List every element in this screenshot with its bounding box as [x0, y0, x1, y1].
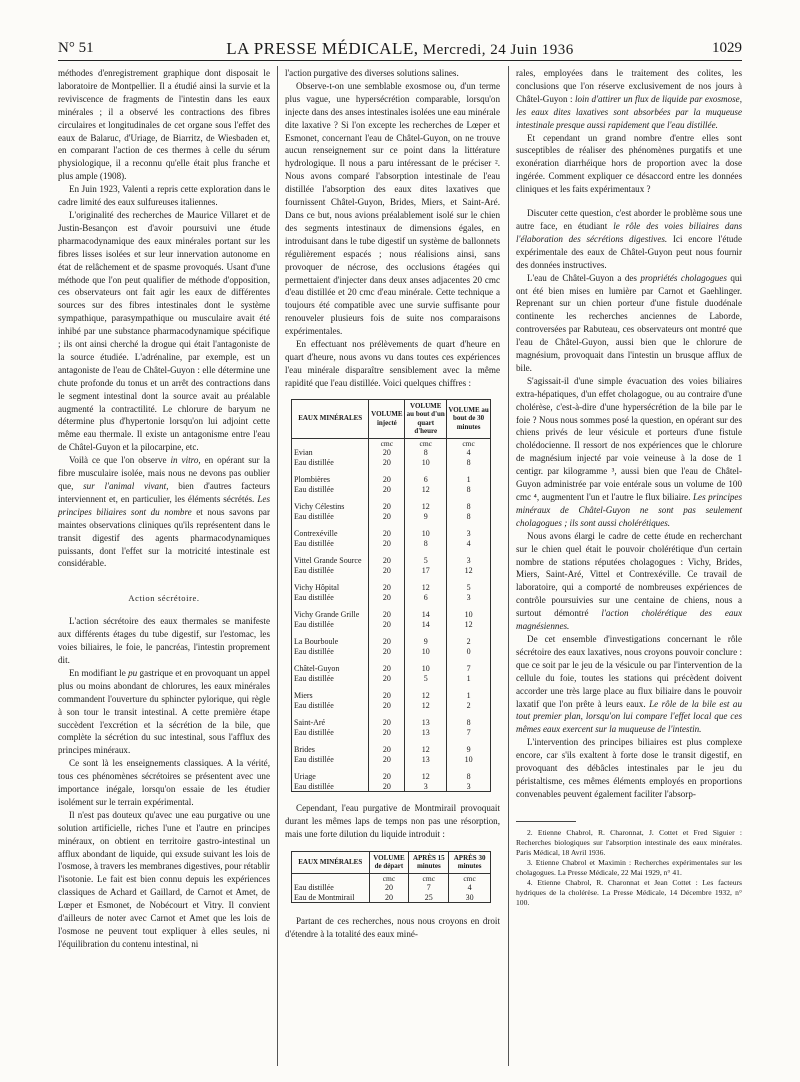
- table-row: [292, 583, 491, 593]
- volume-cell: 10: [405, 647, 447, 657]
- volume-cell: 7: [447, 728, 491, 738]
- volume-cell: 6: [405, 475, 447, 485]
- table-row: [292, 593, 491, 603]
- paragraph: Il n'est pas douteux qu'avec une eau purgative ou une solution artificielle, riches l'une et l'autre en principes minéraux, on obtient en territoire gastro-intestinal un afflux abondant de liquide, qui exsude suivant les lois de l'osmose, à travers les membranes digestives, pour rétablir l'isotonie. Le fait est bien connu depuis les expériences classiques de Achard et Gaillard, de Carnot et Amet, de Lœper et Esmonet, de Nobécourt et Vitry. Il convient d'ailleurs de noter avec Carnot et Amet que les lois de l'osmose ne peuvent tout expliquer à elles seules, ni l'équilibration du contenu intestinal, ni: [58, 809, 270, 949]
- volume-cell: 13: [405, 728, 447, 738]
- table-row: [292, 458, 491, 468]
- column-3: [516, 67, 742, 908]
- table-header: EAUX MINÉRALES: [292, 851, 370, 873]
- volume-cell: 8: [447, 458, 491, 468]
- unit-cell: cmc: [369, 438, 405, 448]
- source-name-cell: Eau distillée: [292, 701, 369, 711]
- table-row: [292, 502, 491, 512]
- volume-cell: 20: [369, 772, 405, 782]
- volume-cell: 9: [447, 745, 491, 755]
- footnote: 2. Etienne Chabrol, R. Charonnat, J. Cottet et Fred Siguier : Recherches biologiques sur l'absorption intestinale des eaux minérales. Paris Médical, 18 Avril 1936.: [516, 827, 742, 857]
- paragraph: Discuter cette question, c'est aborder le problème sous une autre face, en étudiant le rôle des voies biliaires dans l'élaboration des sécrétions digestives. Ici encore l'étude expérimentale des eaux de Châtel-Guyon peut nous fournir des données instructives.: [516, 208, 743, 270]
- journal-title: LA PRESSE MÉDICALE,: [226, 39, 419, 58]
- volume-cell: 10: [405, 529, 447, 539]
- paragraph: L'action sécrétoire des eaux thermales se manifeste aux différents étages du tube digestif, sur l'estomac, les voies biliaires, le foie, le pancréas, l'intestin proprement dit.: [58, 616, 270, 665]
- volume-cell: 20: [369, 893, 409, 903]
- volume-cell: 20: [369, 583, 405, 593]
- paragraph: En effectuant nos prélèvements de quart d'heure en quart d'heure, nous avons vu dans toutes ces expériences l'eau minérale disparaître sensiblement avec la même rapidité que l'eau distillée. Voici quelques chiffres :: [285, 339, 500, 388]
- source-name-cell: Saint-Aré: [292, 718, 369, 728]
- volume-cell: 6: [405, 593, 447, 603]
- table-row: [292, 475, 491, 485]
- table-row: [292, 566, 491, 576]
- volume-cell: 3: [447, 529, 491, 539]
- volume-cell: 8: [447, 718, 491, 728]
- volume-cell: 1: [447, 475, 491, 485]
- volume-cell: 20: [369, 539, 405, 549]
- volume-cell: 12: [405, 502, 447, 512]
- volume-cell: 8: [447, 772, 491, 782]
- table-row: [292, 755, 491, 765]
- table-row: [292, 637, 491, 647]
- volume-cell: 17: [405, 566, 447, 576]
- volume-cell: 5: [405, 556, 447, 566]
- issue-date: Mercredi, 24 Juin 1936: [422, 42, 574, 58]
- volume-cell: 20: [369, 448, 405, 458]
- table-row: [292, 512, 491, 522]
- volume-cell: 20: [369, 728, 405, 738]
- paragraph: Observe-t-on une semblable exosmose ou, d'un terme plus vague, une hypersécrétion comparable, lorsqu'on injecte dans des anses intestinales isolées une eau minérale dite laxative ? Si l'on excepte les recherches de Lœper et Esmonet, concernant l'eau de Châtel-Guyon, on ne trouve aucun renseignement sur ce point dans la littérature hydrologique. Il nous a paru intéressant de le préciser ². Nous avons comparé l'absorption intestinale de l'eau distillée l'absorption des eaux dites laxatives que fournissent Châtel-Guyon, Brides, Miers, et Saint-Aré. Dans ce but, nous avions préalablement isolé sur le chien des segments intestinaux de dimensions égales, en introduisant dans le tube digestif un système de ballonnets régulièrement espacés ; nous réalisions ainsi, sans provoquer de nécrose, des occlusions étagées qui permettaient d'injecter dans deux anses adjacentes 20 cmc d'eau distillée et 20 cmc d'eau minérale. Cette technique a toujours été compatible avec une survie suffisante pour renouveler plusieurs fois de suite nos comparaisons expérimentales.: [285, 80, 500, 337]
- unit-cell: cmc: [369, 873, 409, 883]
- volume-cell: 3: [447, 556, 491, 566]
- table-header: VOLUME injecté: [369, 399, 405, 438]
- volume-cell: 12: [447, 566, 491, 576]
- source-name-cell: Contrexéville: [292, 529, 369, 539]
- volume-cell: 20: [369, 664, 405, 674]
- volume-cell: 14: [405, 620, 447, 630]
- volume-cell: 20: [369, 458, 405, 468]
- table-row: [292, 883, 491, 893]
- volume-cell: 20: [369, 701, 405, 711]
- table-row: [292, 674, 491, 684]
- volume-cell: 12: [405, 485, 447, 495]
- table-row: [292, 556, 491, 566]
- volume-cell: 30: [449, 893, 491, 903]
- issue-number: N° 51: [58, 40, 94, 56]
- volume-cell: 8: [405, 539, 447, 549]
- volume-cell: 10: [405, 664, 447, 674]
- column-2: [285, 67, 500, 941]
- source-name-cell: Eau distillée: [292, 728, 369, 738]
- source-name-cell: La Bourboule: [292, 637, 369, 647]
- source-name-cell: Eau distillée: [292, 485, 369, 495]
- volume-cell: 9: [405, 512, 447, 522]
- volume-cell: 14: [405, 610, 447, 620]
- column-rule-2: [508, 66, 509, 1066]
- table-header: APRÈS 30 minutes: [449, 851, 491, 873]
- paragraph: De cet ensemble d'investigations concernant le rôle sécrétoire des eaux laxatives, nous croyons pouvoir conclure : que ce soit par le jeu de la vésicule ou par l'intervention de la cellule du foie, toutes les stations qui précèdent doivent accorder une très large place au flux biliaire dans le pouvoir laxatif que l'on prête à leurs eaux. Le rôle de la bile est au tout premier plan, lorsqu'on lui compare l'effet local que ces mêmes eaux exercent sur la muqueuse de l'intestin.: [516, 633, 742, 735]
- table-header: EAUX MINÉRALES: [292, 399, 369, 438]
- volume-cell: 13: [405, 718, 447, 728]
- volume-cell: 20: [369, 691, 405, 701]
- absorption-table: [291, 399, 491, 793]
- volume-cell: 4: [447, 539, 491, 549]
- unit-cell: cmc: [405, 438, 447, 448]
- source-name-cell: Eau distillée: [292, 782, 369, 792]
- volume-cell: 8: [447, 502, 491, 512]
- source-name-cell: Eau distillée: [292, 883, 370, 893]
- table-row: [292, 539, 491, 549]
- unit-cell: cmc: [447, 438, 491, 448]
- section-heading: Action sécrétoire.: [128, 593, 200, 604]
- volume-cell: 20: [369, 610, 405, 620]
- volume-cell: 2: [447, 637, 491, 647]
- table-row: [292, 610, 491, 620]
- volume-cell: 7: [447, 664, 491, 674]
- table-row: [292, 620, 491, 630]
- volume-cell: 20: [369, 718, 405, 728]
- volume-cell: 12: [405, 701, 447, 711]
- volume-cell: 20: [369, 566, 405, 576]
- table-row: [292, 664, 491, 674]
- volume-cell: 3: [447, 782, 491, 792]
- paragraph: En Juin 1923, Valenti a repris cette exploration dans le cadre limité des eaux sulfureuses italiennes.: [58, 184, 270, 208]
- source-name-cell: Eau de Montmirail: [292, 893, 370, 903]
- table-row: [292, 647, 491, 657]
- table-row: [292, 701, 491, 711]
- table-row: [292, 745, 491, 755]
- source-name-cell: Plombières: [292, 475, 369, 485]
- source-name-cell: Vittel Grande Source: [292, 556, 369, 566]
- volume-cell: 20: [369, 755, 405, 765]
- volume-cell: 3: [405, 782, 447, 792]
- volume-cell: 20: [369, 637, 405, 647]
- volume-cell: 20: [369, 475, 405, 485]
- paragraph: S'agissait-il d'une simple évacuation des voies biliaires extra-hépatiques, d'un effet cholagogue, ou au contraire d'une cholérèse, c'est-à-dire d'une hypersécrétion de la bile par le foie ? Nous nous sommes posé la question, en opérant sur des chiens privés de leur vésicule et porteurs d'une fistule cholédocienne. Il ressort de nos expériences que le chlorure de magnésium injecté par voie veineuse à la dose de 1 centigr. par kilogramme ³, aussi bien que l'eau de Châtel-Guyon administrée par voie entérale sous un volume de 100 cmc ⁴, augmentent l'un et l'autre le flux biliaire. Les principes minéraux de Châtel-Guyon ne sont pas seulement cholagogues ; ils sont aussi cholérétiques.: [516, 375, 742, 528]
- source-name-cell: Eau distillée: [292, 593, 369, 603]
- unit-cell: cmc: [449, 873, 491, 883]
- paragraph: méthodes d'enregistrement graphique dont disposait le laboratoire de Montpellier. Il a étudié ainsi la survie et la reviviscence de fragments de l'intestin dans les eaux minérales ; il a observé les contractions des fibres circulaires et longitudinales de cet organe sous l'effet des eaux de Balaruc, d'Uriage, de Biarritz, de Wiesbaden et, en comparant l'action de ces thermes à celle du sérum physiologique, il a reconnu qu'elle était plus franche et plus ample (1908).: [58, 68, 270, 182]
- volume-cell: 4: [447, 448, 491, 458]
- volume-cell: 3: [447, 593, 491, 603]
- volume-cell: 20: [369, 556, 405, 566]
- volume-cell: 20: [369, 529, 405, 539]
- table-header: VOLUME au bout de 30 minutes: [447, 399, 491, 438]
- volume-cell: 2: [447, 701, 491, 711]
- paragraph: Nous avons élargi le cadre de cette étude en recherchant sur le chien quel était le pouvoir cholérétique d'un certain nombre de stations réputées cholagogues : Vichy, Brides, Miers, Saint-Aré, Vittel et Contrexéville. Ce travail de laboratoire, qui a comporté de nombreuses expériences de contrôle poursuivies sur une centaine de chiens, nous a surtout démontré l'action cholérétique des eaux magnésiennes.: [516, 530, 742, 632]
- volume-cell: 1: [447, 674, 491, 684]
- source-name-cell: Eau distillée: [292, 539, 369, 549]
- volume-cell: 13: [405, 755, 447, 765]
- volume-cell: 1: [447, 691, 491, 701]
- volume-cell: 25: [409, 893, 449, 903]
- paragraph: Ce sont là les enseignements classiques. A la vérité, tous ces phénomènes sécrétoires se présentent avec une importance inégale, lorsqu'on essaie de les étudier isolément sur le terrain expérimental.: [58, 758, 270, 807]
- source-name-cell: Miers: [292, 691, 369, 701]
- table-unit-row: [292, 873, 491, 883]
- paragraph: rales, employées dans le traitement des colites, les conclusions que l'on réserve exclusivement de nos jours à Châtel-Guyon : loin d'attirer un flux de liquide par exosmose, les eaux dites laxatives sont absorbées par la muqueuse intestinale presque aussi rapidement que l'eau distillée.: [516, 68, 742, 130]
- paragraph: Et cependant un grand nombre d'entre elles sont susceptibles de réaliser des phénomènes purgatifs et une exonération diarrhéique hors de proportion avec la dose ingérée. Comment expliquer ce désaccord entre les données cliniques et les faits expérimentaux ?: [516, 132, 742, 195]
- source-name-cell: Eau distillée: [292, 512, 369, 522]
- source-name-cell: Vichy Grande Grille: [292, 610, 369, 620]
- paragraph: Cependant, l'eau purgative de Montmirail provoquait durant les mêmes laps de temps non pas une résorption, mais une forte dilution du liquide introduit :: [285, 803, 500, 839]
- volume-cell: 7: [409, 883, 449, 893]
- source-name-cell: Eau distillée: [292, 458, 369, 468]
- unit-cell: cmc: [409, 873, 449, 883]
- volume-cell: 12: [447, 620, 491, 630]
- table-header: APRÈS 15 minutes: [409, 851, 449, 873]
- paragraph: L'intervention des principes biliaires est plus complexe encore, car s'ils exaltent à forte dose le transit digestif, en provoquant des débâcles intestinales par le jeu du péristaltisme, ces mêmes éléments employés en proportions convenables peuvent également faciliter l'absorp-: [516, 737, 742, 799]
- source-name-cell: Vichy Célestins: [292, 502, 369, 512]
- table-row: [292, 448, 491, 458]
- source-name-cell: Eau distillée: [292, 674, 369, 684]
- table-row: [292, 691, 491, 701]
- source-name-cell: Uriage: [292, 772, 369, 782]
- page-header: [58, 38, 742, 61]
- paragraph: En modifiant le pu gastrique et en provoquant un appel plus ou moins abondant de chlorures, les eaux minérales commandent l'ouverture du sphincter pylorique, qui règle à son tour le transit intestinal. A cette première étape succèdent l'excrétion et la sécrétion de la bile, que complète la sécrétion du suc intestinal, sous l'afflux des principes minéraux.: [58, 667, 271, 756]
- table-row: [292, 728, 491, 738]
- source-name-cell: Brides: [292, 745, 369, 755]
- volume-cell: 20: [369, 883, 409, 893]
- paragraph: Voilà ce que l'on observe in vitro, en opérant sur la fibre musculaire isolée, mais nous ne devons pas oublier que, sur l'animal vivant, bien d'autres facteurs interviennent et, en particulier, les éléments sécrétés. Les principes biliaires sont du nombre et nous savons par maintes observations cliniques qu'ils représentent dans le transit digestif des agents pharmacodynamiques puissants, dont l'effet sur la motricité intestinale est considérable.: [58, 455, 271, 569]
- table-row: [292, 485, 491, 495]
- table-row: [292, 718, 491, 728]
- footnote-separator: [516, 821, 576, 822]
- source-name-cell: Evian: [292, 448, 369, 458]
- montmirail-table: [291, 851, 491, 904]
- volume-cell: 0: [447, 647, 491, 657]
- table-row: [292, 529, 491, 539]
- table-row: [292, 893, 491, 903]
- volume-cell: 20: [369, 674, 405, 684]
- volume-cell: 8: [447, 512, 491, 522]
- volume-cell: 12: [405, 772, 447, 782]
- volume-cell: 4: [449, 883, 491, 893]
- table-row: [292, 772, 491, 782]
- column-rule-1: [277, 66, 278, 1066]
- paragraph: L'eau de Châtel-Guyon a des propriétés cholagogues qui ont été bien mises en lumière par Carnot et Gaehlinger. Reprenant sur un chien porteur d'une fistule duodénale continente les recherches anciennes de Laborde, controversées par Rabuteau, ces observateurs ont montré que l'eau de Châtel-Guyon, aussi bien que le chlorure de magnésium, provoquait dans l'intestin un brusque afflux de bile.: [516, 272, 742, 373]
- footnote: 4. Etienne Chabrol, R. Charonnat et Jean Cottet : Les facteurs hydriques de la cholérèse. La Presse Médicale, 14 Décembre 1932, n° 100.: [516, 877, 742, 907]
- column-1: [58, 67, 270, 951]
- table-row: [292, 782, 491, 792]
- volume-cell: 9: [405, 637, 447, 647]
- table-header: VOLUME au bout d'un quart d'heure: [405, 399, 447, 438]
- table-unit-row: [292, 438, 491, 448]
- volume-cell: 20: [369, 502, 405, 512]
- page-number: 1029: [712, 40, 742, 56]
- source-name-cell: Eau distillée: [292, 755, 369, 765]
- volume-cell: 20: [369, 593, 405, 603]
- volume-cell: 12: [405, 691, 447, 701]
- paragraph: L'originalité des recherches de Maurice Villaret et de Justin-Besançon est d'avoir poursuivi une étude pharmacodynamique des eaux minérales portant sur les fibres lisses isolées et sur leur innervation autonome en état de relâchement et de spasme provoqués. Usant d'une méthode que l'on peut qualifier de méthode d'opposition, ces observateurs ont fait agir les eaux de différentes sources sur des fibres intestinales dont le système sympathique, parasympathique ou musculaire avait été inhibé par une substance pharmacodynamique spécifique ; ils ont ainsi cherché la drogue qui était l'antagoniste de la source étudiée. L'adrénaline, par exemple, est un antagoniste de l'eau de Châtel-Guyon : elle détermine une chute profonde du tonus et un arrêt des contractions dans le segment intestinal dont la source avait au préalable augmenté la contractilité. Le chlorure de baryum ne détermine plus d'hypertonie lorsqu'on lui adjoint cette même eau thermale. Il existe un antagonisme entre l'eau de Châtel-Guyon et la pilocarpine, etc.: [58, 209, 270, 453]
- volume-cell: 12: [405, 583, 447, 593]
- volume-cell: 20: [369, 485, 405, 495]
- volume-cell: 20: [369, 782, 405, 792]
- masthead: [58, 39, 742, 59]
- footnote: 3. Etienne Chabrol et Maximin : Recherches expérimentales sur les cholagogues. La Presse Médicale, 22 Mai 1929, n° 41.: [516, 857, 742, 877]
- volume-cell: 5: [405, 674, 447, 684]
- source-name-cell: Eau distillée: [292, 647, 369, 657]
- volume-cell: 8: [447, 485, 491, 495]
- paragraph: Partant de ces recherches, nous nous croyons en droit d'étendre à la totalité des eaux miné-: [285, 916, 500, 940]
- volume-cell: 10: [405, 458, 447, 468]
- table-header: VOLUME de départ: [369, 851, 409, 873]
- source-name-cell: Châtel-Guyon: [292, 664, 369, 674]
- volume-cell: 10: [447, 755, 491, 765]
- volume-cell: 20: [369, 745, 405, 755]
- source-name-cell: Eau distillée: [292, 620, 369, 630]
- paragraph: l'action purgative des diverses solutions salines.: [285, 68, 459, 78]
- volume-cell: 20: [369, 647, 405, 657]
- volume-cell: 20: [369, 620, 405, 630]
- source-name-cell: Eau distillée: [292, 566, 369, 576]
- source-name-cell: Vichy Hôpital: [292, 583, 369, 593]
- volume-cell: 12: [405, 745, 447, 755]
- volume-cell: 10: [447, 610, 491, 620]
- volume-cell: 8: [405, 448, 447, 458]
- volume-cell: 20: [369, 512, 405, 522]
- volume-cell: 5: [447, 583, 491, 593]
